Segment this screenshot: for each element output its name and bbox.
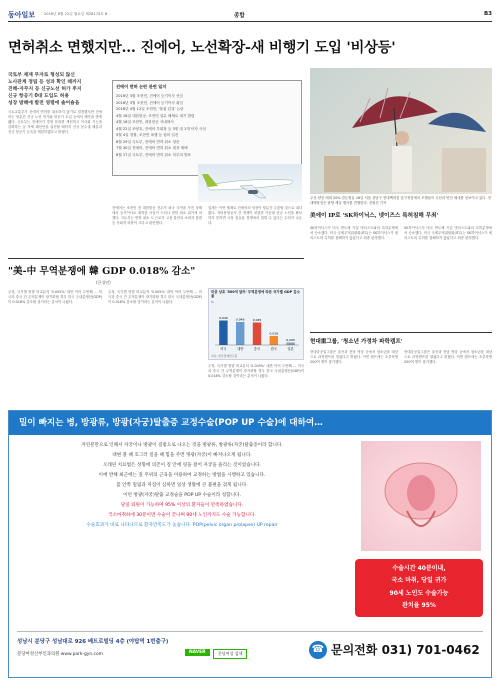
umbrella-icon [310,68,492,194]
page-number: B3 [483,11,492,17]
hyundai-headline: 현대重그룹, '청소년 가정차 파학캠프' [310,339,403,345]
phone-label: 문의전화 [331,643,378,657]
section-title: 종합 [234,13,245,19]
hyundai-divider [310,332,492,333]
timeline-title: 진에어 면허 논란 관련 일지 [116,84,167,89]
gdp-divider [8,258,304,259]
ad-line: 당일 퇴원이 가능하며 95% 이상의 환자들이 만족하였습니다. [120,503,244,508]
gdp-chart [208,288,304,360]
chart-plot [209,299,303,359]
timeline-row: 2016년 3월 조현민, 진에어 등기이사 취임 [116,100,183,105]
ad-body [17,441,347,531]
ad-line: 오래된 치료법은 성형에 의존이 질 안에 링을 걸어 자궁을 올리는 것이었습니다. [102,463,262,468]
chart-value-label: 0.049 [219,316,228,320]
chart-bar [286,343,294,346]
newspaper-logo: 동아일보 [8,10,36,19]
timeline-row: 6월 29일 국토부, 진에어 면허 취소 청문 [116,139,180,144]
timeline-row: 4월 22일 조양호, 진에어 부회장 등 3명 내 1개 탁자 사임 [116,126,206,131]
gdp-source-org: (한경연) [96,280,111,285]
anatomy-illustration [361,441,481,551]
subhead-line: 진해-자무지 등 신규노선 허가 후지 [8,87,82,92]
naver-search-box[interactable]: 분당여성 검색 [213,649,247,659]
chart-value-label: 0.046 [235,317,245,322]
chart-category-label: 중국 [253,347,261,351]
chart-category-label: 일본 [287,347,294,351]
ad-highlight-box [355,559,483,617]
chart-value-label: 0.045 [252,318,262,322]
gdp-headline: "美-中 무역분쟁에 韓 GDP 0.018% 감소" [8,266,196,277]
ad-highlight-line: 국소 마취, 당일 귀가 [391,577,447,585]
timeline-row: 7월 30일 진에어, 진에어 면허 취소 대상 채택 [116,146,188,150]
chart-ylabel: % [211,300,214,304]
ad-highlight-line: 90세 노인도 수술가능 [389,589,449,597]
timeline-row: 5월 4일 경찰, 조현민 폭행 등 혐의 입건 [116,133,179,137]
subhead-line: 성장 밤해에 발전 영렬에 솔어숌윰 [8,101,80,106]
ad-line: 대변 볼 때 호그러 질을 때 힘을 주면 빙광(자궁)이 빠져나오게 됩니다. [112,453,252,458]
subhead-line: 국토부 제재 무자로 형성되 않신 [8,73,75,78]
hyundai-text: 현대중공업그룹은 울산과 전남 영암 등에서 청소년을 대상으로 과학캠프를 열었다고 밝혔다. 이번 캠프에는 초중학생 200여 명이 참가했다. [310,350,398,364]
ad-line: 자연분만으로 인해서 자궁이나 방광이 질밖으로 나오는 것을 방광류, 방광류(자궁)탈출증이라 합니다. [81,443,283,448]
masthead [8,8,492,22]
subhead-block [8,72,102,107]
ad-line: 수술효과가 바로 나타나므로 환자만족도가 높습니다. POP(pelvic organ prolapse) UP repair [86,523,278,528]
timeline-row: 4월 16일 대한항공, 조현민 업무 배제로 대기 발령 [116,113,195,118]
main-headline: 면허취소 면했지만… 진에어, 노선확장-새 비행기 도입 '비상등' [8,39,396,56]
phone-block [331,641,480,658]
gdp-article-text: 우정, 국가별 영향 비교분석 '0.005%' 대만 이어 두번째 ... 미국과 중국 간 무역분쟁이 장기화할 경우 한국 국내총생산(GDP)이 0.018% 감소할 것이라는 분석이 나왔다. [8,290,102,304]
subhead-line: 노사관계 정립 등 성과 확인 때까지 [8,80,82,85]
airplane-icon [198,164,302,202]
ad-block [8,410,492,678]
gdp-article-text-2: 우정, 국가별 영향 비교분석 '0.005%' 대만 이어 두번째 ... 미국과 중국 간 무역분쟁이 장기화할 경우 한국 국내총생산(GDP)이 0.018% 감소할 것이라는 분석이 나왔다. [108,290,202,304]
subhead-line: 신규 항공기 0대 도입도 허용 [8,94,69,99]
timeline-row: 2018년 4월 12일 조현민, '물컵 갑질' 논란 [116,107,184,111]
umbrella-photo [310,68,492,194]
ad-line: 이런 방광(자궁)탈출 교정술을 POP UP 수술이라 칭합니다. [123,493,241,498]
phone-icon: ☎ [309,641,327,659]
timeline-row: 8월 17일 국토부, 진에어 면허 취소 미부과 발표 [116,152,192,157]
ad-line: 이에 반해 최근에는 질 주위의 근육을 이용하여 교정하는 방법을 시행하고 있습니다. [98,473,266,478]
ad-line: 몸 안쪽 밀림과 처짐이 심하면 일상 생활에 큰 불편을 겪게 됩니다. [116,483,248,488]
pelvis-icon [361,441,481,551]
chart-bar [236,322,244,345]
article-column: 국토교통부가 진에어 면허를 취소하지 않기로 결정했지만 진에어는 당분간 신규 노선 허가와 항공기 도입 등에서 제약을 받게 됐다. 국토부는 진에어가 경영 문화를 개선하고 이사회 기능을 강화하는 등 자체 쇄신안을 실천할 때까지 신규 운수권 배분과 신규 항공기 등록을 제한하겠다고 밝혔다. [8,110,102,134]
timeline-row: 2016년 3월 조현민, 진에어 등기이사 선임 [116,94,183,98]
chart-category-label: 대만 [237,347,244,351]
photo-caption: 우산-양산 매대 20% 밑돈원유 16일 서울 강남구 현대백화점 압구정점에서 모델들이 우산과 양산 매대를 선보이고 있다. 현대백화점은 탐방 세일 행사를 진행한다. 신원건 기자 [310,196,491,205]
ad-highlight-line: 수술시간 40분이내, [392,565,446,572]
sk-headline: 美에이 IP로 'SK하이닉스, 넷이즈스 특허침해 무죄' [310,213,439,219]
airplane-photo [198,164,302,202]
naver-logo: NAVER [185,649,210,656]
timeline-box [112,80,302,176]
timeline-row: 4월 16일 조현민, 대한항공 사내에서 [116,120,174,124]
clinic-url[interactable]: 분당여성산부인과의원 www.park-gyn.com [17,652,103,657]
chart-bar [253,323,261,346]
gdp-article-text-3: 우정, 국가별 영향 비교분석 '0.005%' 대만 이어 두번째 ... 미국과 중국 간 무역분쟁이 장기화할 경우 한국 국내총생산(GDP)이 0.018% 감소할 것이라는 분석이 나왔다. [208,364,304,378]
hyundai-text-2: 현대중공업그룹은 울산과 전남 영암 등에서 청소년을 대상으로 과학캠프를 열었다고 밝혔다. 이번 캠프에는 초중학생 200여 명이 참가했다. [404,350,492,364]
chart-source: 자료: 한국경제연구원 [211,354,238,358]
chart-bar [219,321,227,346]
ad-line: 국소마취하에 30분이면 수술이 끝나며 90세 노인까지도 수술 가능합니다. [108,513,256,518]
chart-value-label: 0.005 [286,338,295,342]
ad-highlight-line: 완치율 95% [402,602,436,610]
sk-article-text: SK하이닉스가 미국 반도체 기업 넷리스트와의 특허분쟁에서 승소했다. 미국 국제무역위원회(ITC)는 SK하이닉스가 넷리스트의 특허를 침해하지 않았다고 최종 판정했다. [310,226,398,240]
chart-title: 미중 상호 '500억 달러' 무역분쟁에 따른 국가별 GDP 감소율 [211,290,300,299]
chart-category-label: 미국 [220,347,227,351]
article-column: 진에어는 조현민 전 대한항공 전무가 외국 국적을 가진 상태에서 등기이사로 재직한 사실이 드러나 면허 취소 위기에 처했다. 국토부는 면허 취소 시 근로자 고용 불안과 소비자 불편 등 사회적 파장이 크다고 판단했다. [112,206,202,225]
sk-article-text-2: SK하이닉스가 미국 반도체 기업 넷리스트와의 특허분쟁에서 승소했다. 미국 국제무역위원회(ITC)는 SK하이닉스가 넷리스트의 특허를 침해하지 않았다고 최종 판정했다. [404,226,492,240]
ad-footer-divider [17,631,483,632]
clinic-address: 성남시 분당구 성남대로 926 베트로빌딩 4층 (야탑역 1번출구) [17,639,169,645]
phone-number[interactable]: 031) 701-0462 [381,643,480,657]
article-column: 업계는 이번 제재로 진에어의 성장이 당분간 주춤할 것으로 내다봤다. 저비용항공사 간 경쟁이 치열한 가운데 신규 노선을 확보하지 못하면 시장 점유율 경쟁에서 밀릴 수 있다는 우려가 나온다. [208,206,302,225]
issue-date: 2016년 8월 22일 월요일 제28174호 B [44,12,108,16]
chart-category-label: 한국 [270,347,277,351]
timeline-list [116,93,298,158]
chart-bar [270,336,278,345]
ad-title: 밀이 빠지는 병, 방광류, 방광(자궁)탈출증 교정수술(POP UP 수술)에 대하여… [9,411,491,435]
chart-value-label: 0.018 [269,331,279,336]
